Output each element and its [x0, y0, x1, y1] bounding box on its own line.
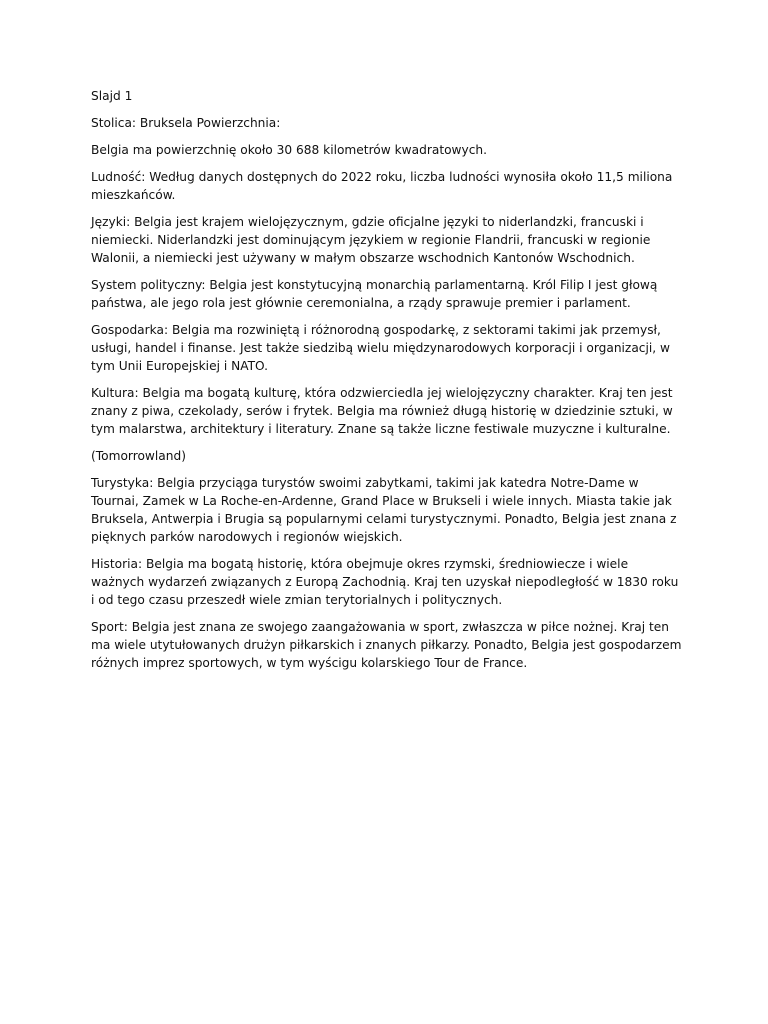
paragraph-languages: Języki: Belgia jest krajem wielojęzycznym, gdzie oficjalne języki to niderlandzki, francuski i niemiecki. Niderlandzki jest dominującym językiem w regionie Flandrii, francuski w regionie Walonii, a niemiecki jest używany w małym obszarze wschodnich Kantonów Wschodnich.	[91, 215, 651, 265]
paragraph-slide-title: Slajd 1	[91, 89, 133, 103]
document-body	[91, 87, 683, 681]
paragraph-culture: Kultura: Belgia ma bogatą kulturę, która odzwierciedla jej wielojęzyczny charakter. Kraj ten jest znany z piwa, czekolady, serów i frytek. Belgia ma również długą historię w dziedzinie sztuki, w tym malarstwa, architektury i literatury. Znane są także liczne festiwale muzyczne i kulturalne.	[91, 386, 673, 436]
paragraph-sport: Sport: Belgia jest znana ze swojego zaangażowania w sport, zwłaszcza w piłce nożnej. Kraj ten ma wiele utytułowanych drużyn piłkarskich i znanych piłkarzy. Ponadto, Belgia jest gospodarzem różnych imprez sportowych, w tym wyścigu kolarskiego Tour de France.	[91, 620, 682, 670]
paragraph-history: Historia: Belgia ma bogatą historię, która obejmuje okres rzymski, średniowiecze i wiele ważnych wydarzeń związanych z Europą Zachodnią. Kraj ten uzyskał niepodległość w 1830 roku i od tego czasu przeszedł wiele zmian terytorialnych i politycznych.	[91, 557, 679, 607]
paragraph-capital-area: Stolica: Bruksela Powierzchnia:	[91, 116, 281, 130]
paragraph-area-value: Belgia ma powierzchnię około 30 688 kilometrów kwadratowych.	[91, 143, 488, 157]
paragraph-tourism: Turystyka: Belgia przyciąga turystów swoimi zabytkami, takimi jak katedra Notre-Dame w Tournai, Zamek w La Roche-en-Ardenne, Grand Place w Brukseli i wiele innych. Miasta takie jak Bruksela, Antwerpia i Brugia są popularnymi celami turystycznymi. Ponadto, Belgia jest znana z pięknych parków narodowych i regionów wiejskich.	[91, 476, 677, 544]
paragraph-economy: Gospodarka: Belgia ma rozwiniętą i różnorodną gospodarkę, z sektorami takimi jak przemysł, usługi, handel i finanse. Jest także siedzibą wielu międzynarodowych korporacji i organizacji, w tym Unii Europejskiej i NATO.	[91, 323, 670, 373]
paragraph-political-system: System polityczny: Belgia jest konstytucyjną monarchią parlamentarną. Król Filip I jest głową państwa, ale jego rola jest głównie ceremonialna, a rządy sprawuje premier i parlament.	[91, 278, 658, 310]
paragraph-tomorrowland-note: (Tomorrowland)	[91, 449, 186, 463]
paragraph-population: Ludność: Według danych dostępnych do 2022 roku, liczba ludności wynosiła około 11,5 miliona mieszkańców.	[91, 170, 673, 202]
